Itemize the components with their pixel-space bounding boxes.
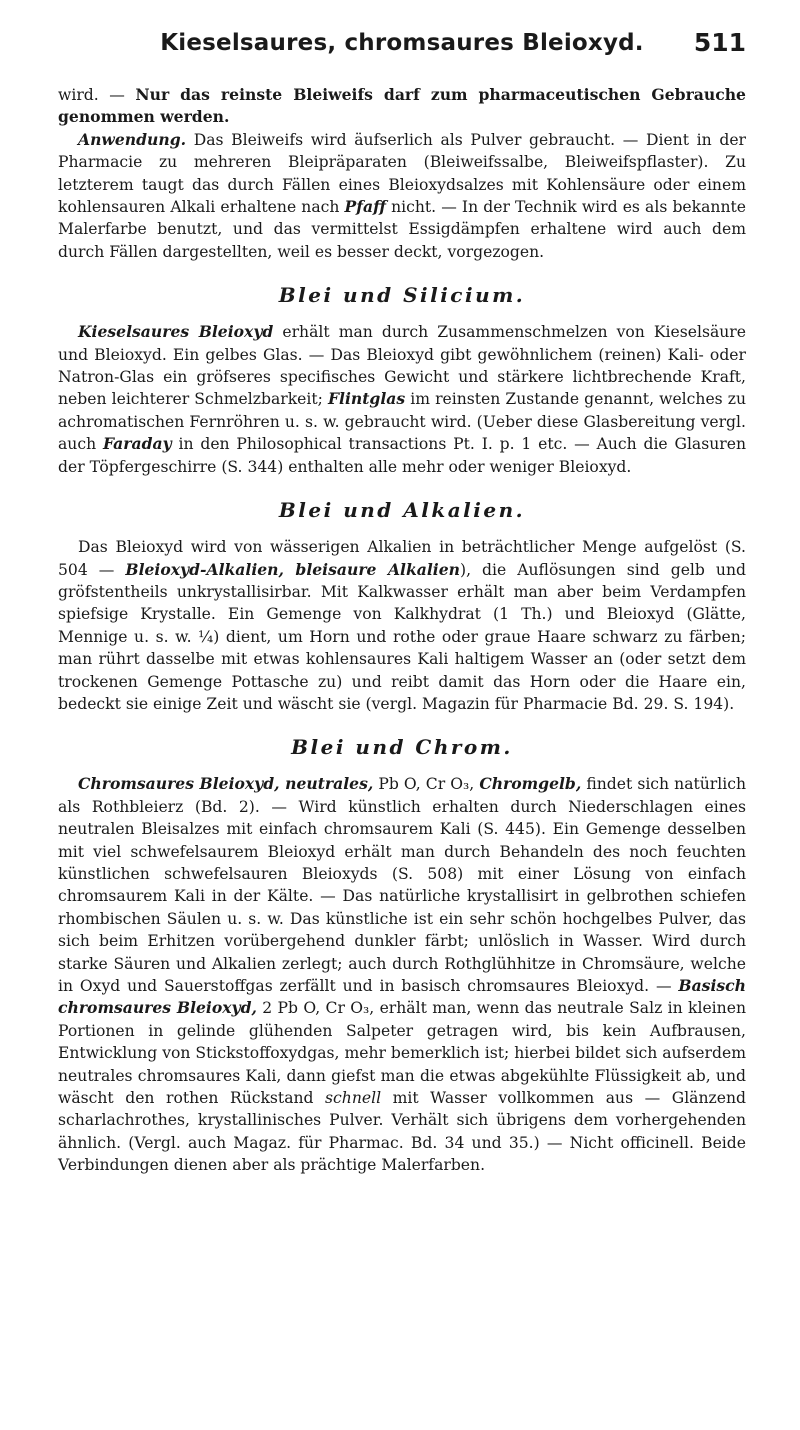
paragraph-text: Das Bleioxyd wird von wässerigen Alkalien in beträchtlicher Menge aufgelöst (S. 504 — <box>58 538 746 579</box>
paragraph-text: Das Bleiweifs wird äufserlich als Pulver gebraucht. — Dient in der Pharmacie zu mehreren Bleipräparaten (Bleiweifssalbe, Bleiweifspflaster). Zu letzterem taugt das durch Fällen eines Bleioxydsalzes mit Kohlensäure oder einem kohlensauren Alkali erhaltene nach <box>58 130 746 217</box>
paragraph-text: findet sich natürlich als Rothbleierz (Bd. 2). — Wird künstlich erhalten durch Niederschlagen eines neutralen Bleisalzes mit einfach chromsaurem Kali (S. 445). Ein Gemenge desselben mit viel schwefelsaurem Bleioxyd erhält man durch Behandeln des noch feuchten künstlichen schwefelsauren Bleioxyds (S. 508) mit einer Lösung von einfach chromsaurem Kali in der Kälte. — Das natürliche krystallisirt in gelbrothen schiefen rhombischen Säulen u. s. w. Das künstliche ist ein sehr schön hochgelbes Pulver, das sich beim Erhitzen vorübergehend dunkler färbt; unlöslich in Wasser. Wird durch starke Säuren und Alkalien zerlegt; auch durch Rothglühhitze in Chromsäure, welche in Oxyd und Sauerstoffgas zerfällt und in basisch chromsaures Bleioxyd. — <box>58 775 747 995</box>
section-title-blei-silicium: Blei und Silicium. <box>278 283 526 308</box>
run-in-heading: Anwendung. <box>78 129 187 149</box>
term-emphasis: schnell <box>325 1089 382 1108</box>
section-title-blei-alkalien: Blei und Alkalien. <box>278 498 526 523</box>
author-name: Faraday <box>102 434 172 454</box>
section-title-blei-chrom: Blei und Chrom. <box>291 735 513 760</box>
term-emphasis: Basisch chromsaures Bleioxyd, <box>58 976 746 1018</box>
paragraph-text: im reinsten Zustande genannt, welches zu achromatischen Fernröhren u. s. w. gebraucht wird. (Ueber diese Glasbereitung vergl. auch <box>58 390 747 454</box>
term-emphasis: Flintglas <box>327 389 406 409</box>
term-emphasis: Bleioxyd-Alkalien, bleisaure Alkalien <box>125 559 460 579</box>
paragraph-continuation <box>58 84 746 129</box>
paragraph-text: 2 Pb O, Cr O₃, erhält man, wenn das neutrale Salz in kleinen Portionen in gelinde glühenden Salpeter getragen wird, bis kein Aufbrausen, Entwicklung von Stickstoffoxydgas, mehr bemerklich ist; hierbei bildet sich aufserdem neutrales chromsaures Kali, dann giefst man die etwas abgekühlte Flüssigkeit ab, und wäscht den rothen Rückstand <box>58 999 746 1108</box>
paragraph-text: erhält man durch Zusammenschmelzen von Kieselsäure und Bleioxyd. Ein gelbes Glas. — Das Bleioxyd gibt gewöhnlichem (reinen) Kali- oder Natron-Glas ein gröfseres specifisches Gewicht und stärkere lichtbrechende Kraft, neben leichterer Schmelzbarkeit; <box>58 323 746 409</box>
page-header <box>58 0 746 84</box>
paragraph-text: wird. — <box>58 86 136 104</box>
running-head: Kieselsaures, chromsaures Bleioxyd. <box>160 30 644 56</box>
page-number: 511 <box>693 28 746 57</box>
paragraph-kieselsaures <box>58 321 746 478</box>
run-in-heading: Chromsaures Bleioxyd, neutrales, <box>78 774 374 794</box>
paragraph-text: in den Philosophical transactions Pt. I. p. 1 etc. — Auch die Glasuren der Töpfergeschirre (S. 344) enthalten alle mehr oder weniger Bleioxyd. <box>58 435 746 476</box>
paragraph-text: Pb O, Cr O₃, <box>373 775 480 794</box>
paragraph-alkalien <box>58 536 746 715</box>
paragraph-text: nicht. — In der Technik wird es als bekannte Malerfarbe benutzt, und das vermittelst Essigdämpfen erhaltene wird auch dem durch Fällen dargestellten, weil es besser deckt, vorgezogen. <box>58 198 746 261</box>
paragraph-anwendung <box>58 129 746 263</box>
author-name: Pfaff <box>344 197 386 217</box>
emphasis-note: Nur das reinste Bleiweifs darf zum pharmaceutischen Gebrauche genommen werden. <box>58 85 746 127</box>
run-in-heading: Kieselsaures Bleioxyd <box>78 322 274 342</box>
paragraph-text: ), die Auflösungen sind gelb und gröfstentheils unkrystallisirbar. Mit Kalkwasser erhält man aber beim Verdampfen spiefsige Krystalle. Ein Gemenge von Kalkhydrat (1 Th.) und Bleioxyd (Glätte, Mennige u. s. w. ¼) dient, um Horn und rothe oder graue Haare schwarz zu färben; man rührt dasselbe mit etwas kohlensaures Kali haltigem Wasser an (oder setzt dem trockenen Gemenge Pottasche zu) und reibt damit das Horn oder die Haare ein, bedeckt sie einige Zeit und wäscht sie (vergl. Magazin für Pharmacie Bd. 29. S. 194). <box>58 560 746 713</box>
paragraph-chromsaures <box>58 773 746 1176</box>
paragraph-text: mit Wasser vollkommen aus — Glänzend scharlachrothes, krystallinisches Pulver. Verhält sich übrigens dem vorhergehenden ähnlich. (Vergl. auch Magaz. für Pharmac. Bd. 34 und 35.) — Nicht officinell. Beide Verbindungen dienen aber als prächtige Malerfarben. <box>58 1089 746 1175</box>
term-emphasis: Chromgelb, <box>479 774 582 794</box>
